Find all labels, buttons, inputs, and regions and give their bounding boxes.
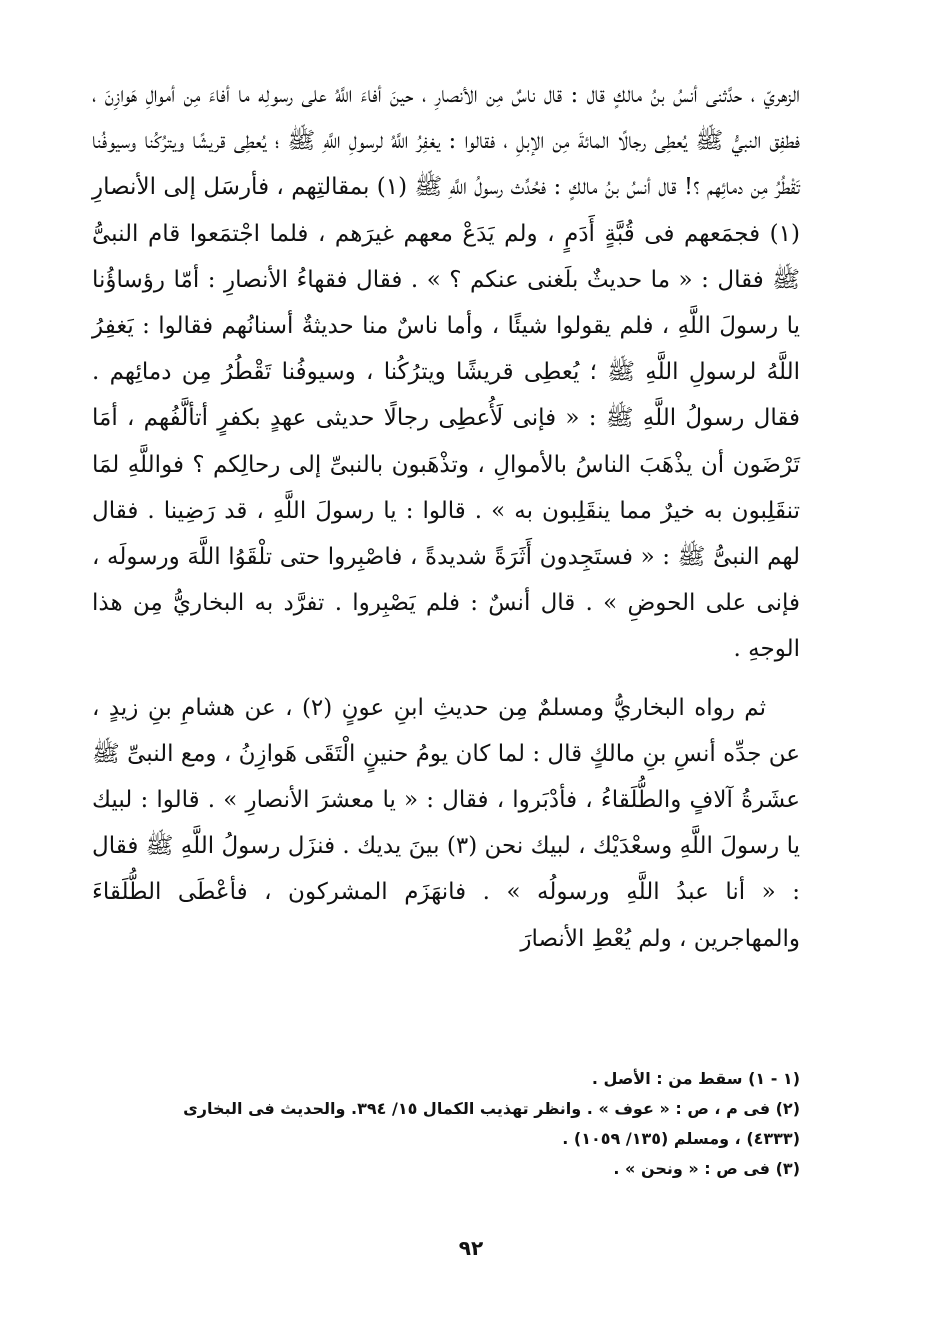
footnote-2: (٢) فى م ، ص : « عوف » . وانظر تهذيب الكمال ١٥/ ٣٩٤. والحديث فى البخارى (٤٣٣٣) ، ومسلم (١٣٥/ ١٠٥٩) .	[183, 1099, 800, 1148]
main-text	[92, 72, 800, 962]
footnote-1: (١ - ١) سقط من : الأصل .	[591, 1069, 800, 1088]
footnotes	[180, 1064, 800, 1184]
page-number: ٩٢	[458, 1236, 484, 1260]
footnote-3: (٣) فى ص : « ونحن » .	[613, 1159, 800, 1178]
paragraph-1: الزهريّ ، حدَّثنى أنسُ بنُ مالكٍ قال : قال ناسٌ مِن الأنصارِ ، حينَ أفاءَ اللَّهُ على رسولِه ما أفاءَ مِن أموالِ هَوازِنَ ، فطفِق النبيُّ ﷺ يُعطِى رجالًا المائةَ مِن الإبلِ ، فقالوا : يغفِرُ اللَّهُ لرسولِ اللَّهِ ﷺ ؛ يُعطِى قريشًا ويترُكُنا وسيوفُنا تَقْطُرُ مِن دمائِهم ؟! قال أنسُ بنُ مالكٍ : فحُدِّث رسولُ اللَّهِ ﷺ (١) بمقالتِهم ، فأرسَل إلى الأنصارِ (١) فجمَعهم فى قُبَّةٍ أَدَمٍ ، ولم يَدَعْ معهم غيرَهم ، فلما اجْتمَعوا قام النبىُّ ﷺ فقال : « ما حديثٌ بلَغنى عنكم ؟ » . فقال فقهاءُ الأنصارِ : أمّا رؤساؤُنا يا رسولَ اللَّهِ ، فلم يقولوا شيئًا ، وأما ناسٌ منا حديثةٌ أسنانُهم فقالوا : يَغفِرُ اللَّهُ لرسولِ اللَّهِ ﷺ ؛ يُعطِى قريشًا ويترُكُنا ، وسيوفُنا تَقْطُرُ مِن دمائِهم . فقال رسولُ اللَّهِ ﷺ : « فإنى لَأُعطِى رجالًا حديثى عهدٍ بكفرٍ أتألَّفُهم ، أمَا تَرْضَون أن يذْهَبَ الناسُ بالأموالِ ، وتذْهَبون بالنبىِّ إلى رحالِكم ؟ فواللَّهِ لمَا تنقَلِبون به خيرٌ مما ينقَلِبون به » . قالوا : يا رسولَ اللَّهِ ، قد رَضِينا . فقال لهم النبىُّ ﷺ : « فستَجِدون أَثَرَةً شديدةً ، فاصْبِروا حتى تلْقَوُا اللَّهَ ورسولَه ، فإنى على الحوضِ » . قال أنسٌ : فلم يَصْبِروا . تفرَّد به البخاريُّ مِن هذا الوجهِ .	[92, 82, 801, 663]
paragraph-2: ثم رواه البخاريُّ ومسلمٌ مِن حديثِ ابنِ عونٍ (٢) ، عن هشامِ بنِ زيدٍ ، عن جدِّه أنسِ بنِ مالكٍ قال : لما كان يومُ حنينٍ الْتَقَى هَوازِنُ ، ومع النبىِّ ﷺ عشَرةُ آلافٍ والطُّلَقاءُ ، فأدْبَروا ، فقال : « يا معشرَ الأنصارِ » . قالوا : لبيك يا رسولَ اللَّهِ وسعْدَيْك ، لبيك نحن (٣) بينَ يديك . فنزَل رسولُ اللَّهِ ﷺ فقال : « أنا عبدُ اللَّهِ ورسولُه » . فانهَزَم المشركون ، فأعْطَى الطُّلَقاءَ والمهاجرين ، ولم يُعْطِ الأنصارَ	[92, 694, 800, 952]
